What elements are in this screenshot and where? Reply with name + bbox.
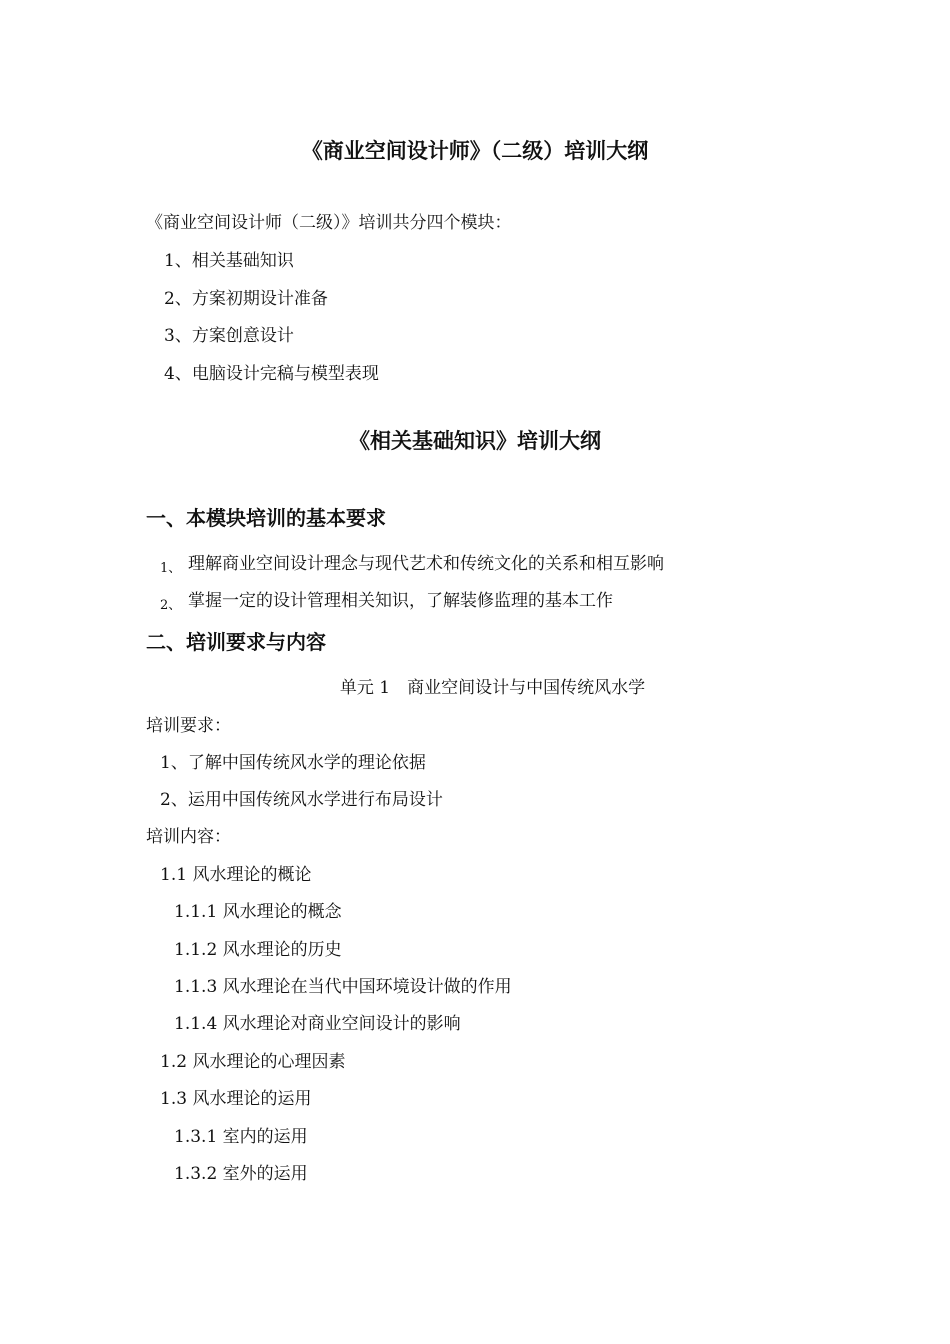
- requirements-label: 培训要求：: [146, 716, 231, 736]
- module-item: 3、方案创意设计: [164, 326, 294, 346]
- requirement-number: 2、: [160, 598, 182, 613]
- module-item: 2、方案初期设计准备: [164, 289, 328, 309]
- training-requirement: 2、运用中国传统风水学进行布局设计: [160, 790, 443, 810]
- content-subitem: 1.1.1 风水理论的概念: [174, 902, 342, 922]
- content-item: 1.3 风水理论的运用: [160, 1089, 312, 1109]
- module-item: 4、电脑设计完稿与模型表现: [164, 364, 379, 384]
- module-subtitle: 《相关基础知识》培训大纲: [349, 429, 601, 453]
- content-subitem: 1.1.4 风水理论对商业空间设计的影响: [174, 1014, 461, 1034]
- content-subitem: 1.1.3 风水理论在当代中国环境设计做的作用: [174, 977, 512, 997]
- content-subitem: 1.1.2 风水理论的历史: [174, 940, 342, 960]
- requirement-text: 掌握一定的设计管理相关知识，了解装修监理的基本工作: [188, 591, 613, 611]
- content-label: 培训内容：: [146, 827, 231, 847]
- unit-title: 单元 1 商业空间设计与中国传统风水学: [339, 678, 646, 698]
- content-subitem: 1.3.1 室内的运用: [174, 1127, 308, 1147]
- requirement-item: [160, 556, 664, 575]
- content-item: 1.1 风水理论的概论: [160, 865, 312, 885]
- content-subitem: 1.3.2 室外的运用: [174, 1164, 308, 1184]
- module-item: 1、相关基础知识: [164, 251, 294, 271]
- section-heading: 一、本模块培训的基本要求: [146, 506, 386, 530]
- intro-text: 《商业空间设计师（二级）》培训共分四个模块：: [146, 213, 512, 233]
- requirement-item: [160, 593, 613, 612]
- section-heading: 二、培训要求与内容: [146, 630, 326, 654]
- requirement-text: 理解商业空间设计理念与现代艺术和传统文化的关系和相互影响: [188, 554, 664, 574]
- document-title: 《商业空间设计师》（二级）培训大纲: [301, 139, 649, 163]
- content-item: 1.2 风水理论的心理因素: [160, 1052, 346, 1072]
- training-requirement: 1、了解中国传统风水学的理论依据: [160, 753, 426, 773]
- requirement-number: 1、: [160, 561, 182, 576]
